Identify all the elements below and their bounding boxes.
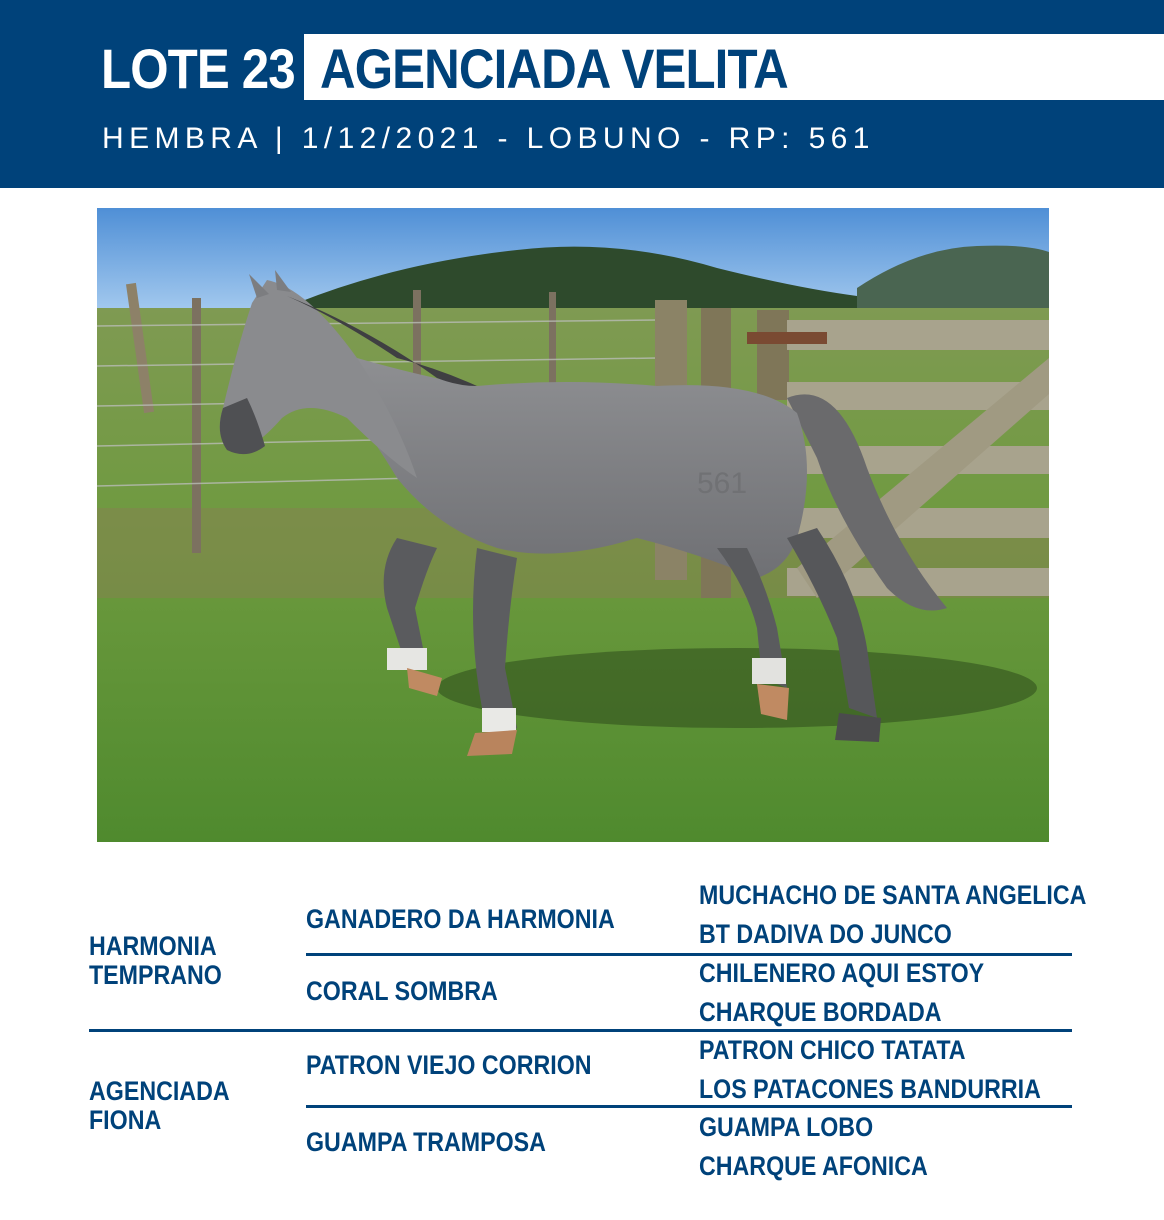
lot-number: LOTE 23 bbox=[101, 37, 295, 100]
sire-name-line2: TEMPRANO bbox=[89, 960, 222, 990]
great-grandparent: LOS PATACONES BANDURRIA bbox=[699, 1074, 1041, 1104]
dam-name-line2: FIONA bbox=[89, 1105, 162, 1135]
divider-line bbox=[306, 1105, 1072, 1108]
great-grandparent: CHARQUE AFONICA bbox=[699, 1151, 928, 1181]
divider-line bbox=[89, 1029, 1072, 1032]
great-grandparent: BT DADIVA DO JUNCO bbox=[699, 919, 952, 949]
great-grandparent: MUCHACHO DE SANTA ANGELICA bbox=[699, 880, 1087, 910]
great-grandparent: PATRON CHICO TATATA bbox=[699, 1035, 966, 1065]
great-grandparent: CHARQUE BORDADA bbox=[699, 997, 942, 1027]
horse-name: AGENCIADA VELITA bbox=[320, 37, 788, 100]
divider-line bbox=[306, 953, 1072, 956]
great-grandparent: CHILENERO AQUI ESTOY bbox=[699, 958, 985, 988]
dam-name-line1: AGENCIADA bbox=[89, 1076, 230, 1106]
brand-number: 561 bbox=[697, 467, 748, 500]
sire-name-line1: HARMONIA bbox=[89, 931, 217, 961]
maternal-grandsire: PATRON VIEJO CORRION bbox=[306, 1050, 592, 1080]
horse-photo bbox=[97, 208, 1049, 842]
maternal-granddam: GUAMPA TRAMPOSA bbox=[306, 1127, 546, 1157]
paternal-grandsire: GANADERO DA HARMONIA bbox=[306, 904, 615, 934]
header-banner bbox=[0, 0, 1164, 188]
great-grandparent: GUAMPA LOBO bbox=[699, 1112, 874, 1142]
paternal-granddam: CORAL SOMBRA bbox=[306, 976, 498, 1006]
horse-details: HEMBRA | 1/12/2021 - LOBUNO - RP: 561 bbox=[102, 122, 875, 155]
